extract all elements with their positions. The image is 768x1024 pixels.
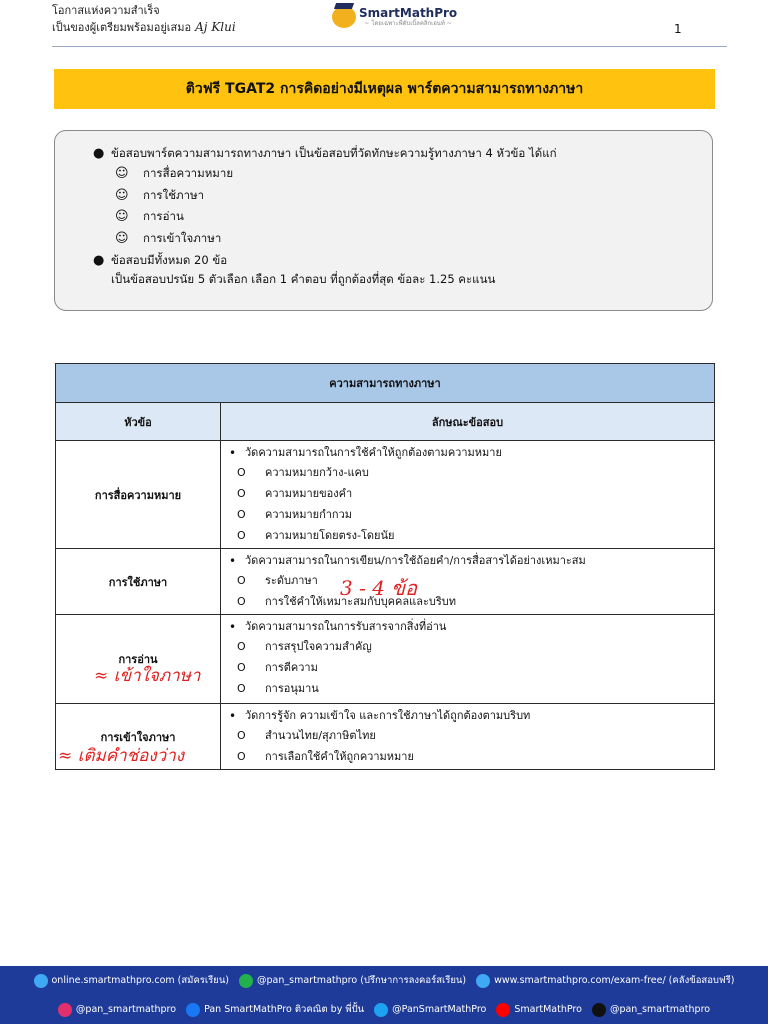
header-divider (52, 46, 727, 47)
topic-cell: การเข้าใจภาษา (56, 704, 221, 770)
info-box (54, 130, 713, 311)
bullet-icon: • (229, 554, 237, 568)
circle-bullet-icon: O (237, 640, 246, 653)
bullet-icon: • (229, 709, 237, 723)
footer-contact-bar (0, 966, 768, 1024)
info-bullet-2: ● ข้อสอบมีทั้งหมด 20 ข้อ (93, 253, 228, 268)
smiley-icon: ☺ (115, 230, 129, 246)
language-ability-table (55, 363, 715, 770)
description-cell (221, 549, 715, 615)
column-header-description: ลักษณะข้อสอบ (221, 403, 715, 441)
sub-item: O ความหมายกำกวม (237, 504, 714, 525)
bullet-icon: • (229, 446, 237, 460)
page-title: ติวฟรี TGAT2 การคิดอย่างมีเหตุผล พาร์ตความสามารถทางภาษา (54, 69, 715, 109)
topic-item: ☺ การใช้ภาษา (115, 185, 712, 207)
circle-bullet-icon: O (237, 574, 246, 587)
table-title: ความสามารถทางภาษา (56, 364, 715, 403)
sub-item: O สำนวนไทย/สุภาษิตไทย (237, 725, 714, 746)
smiley-icon: ☺ (115, 166, 129, 181)
footer-link[interactable]: @PanSmartMathPro (374, 1003, 486, 1017)
instagram-icon (58, 1003, 72, 1017)
handwritten-question-count: 3 - 4 ข้อ (340, 576, 417, 600)
footer-row-2 (0, 995, 768, 1024)
circle-bullet-icon: O (237, 487, 246, 500)
graduation-cap-icon (332, 6, 356, 28)
handwritten-note-fill-blank: ≈ เติมคำช่องว่าง (58, 746, 185, 766)
description-cell (221, 615, 715, 704)
footer-link[interactable]: online.smartmathpro.com (สมัครเรียน) (34, 973, 230, 988)
sub-item: O ความหมายของคำ (237, 483, 714, 504)
bullet-icon: • (229, 620, 237, 634)
circle-bullet-icon: O (237, 466, 246, 479)
topic-cell: การสื่อความหมาย (56, 441, 221, 549)
circle-bullet-icon: O (237, 682, 246, 695)
sub-item: O การอนุมาน (237, 678, 714, 699)
main-item: • วัดความสามารถในการเขียน/การใช้ถ้อยคำ/การสื่อสารได้อย่างเหมาะสม (229, 554, 586, 568)
slogan-line-2: เป็นของผู้เตรียมพร้อมอยู่เสมอ (52, 21, 192, 34)
youtube-icon (496, 1003, 510, 1017)
topic-item: ☺ การอ่าน (115, 206, 712, 228)
globe-icon (34, 974, 48, 988)
circle-bullet-icon: O (237, 508, 246, 521)
header-slogan (52, 2, 236, 36)
main-item: • วัดความสามารถในการรับสารจากสิ่งที่อ่าน (229, 620, 447, 634)
circle-bullet-icon: O (237, 661, 246, 674)
circle-bullet-icon: O (237, 729, 246, 742)
brand-tagline: ~ โดยเฉพาะพี่ดับเบิ้ลคลิกเอนท์ ~ (364, 20, 452, 27)
sub-item: O การสรุปใจความสำคัญ (237, 636, 714, 657)
handwritten-note-reading: ≈ เข้าใจภาษา (94, 666, 201, 686)
bullet-icon: ● (93, 146, 105, 161)
brand-logo (332, 6, 457, 28)
line-icon (239, 974, 253, 988)
footer-link[interactable]: SmartMathPro (496, 1003, 582, 1017)
circle-bullet-icon: O (237, 750, 246, 763)
signature: Aj Klui (195, 20, 236, 34)
facebook-icon (186, 1003, 200, 1017)
table-row (56, 441, 715, 549)
description-cell (221, 704, 715, 770)
topic-cell: การอ่าน (56, 615, 221, 704)
footer-link[interactable]: @pan_smartmathpro (ปรึกษาการลงคอร์สเรียน) (239, 973, 466, 988)
sub-item: O ความหมายกว้าง-แคบ (237, 462, 714, 483)
main-item: • วัดความสามารถในการใช้คำให้ถูกต้องตามความหมาย (229, 446, 502, 460)
brand-name: SmartMathPro (359, 6, 458, 20)
table-row (56, 615, 715, 704)
smiley-icon: ☺ (115, 209, 129, 224)
footer-link[interactable]: Pan SmartMathPro ติวคณิต by พี่ปั้น (186, 1002, 364, 1017)
twitter-icon (374, 1003, 388, 1017)
bullet-icon: ● (93, 253, 105, 268)
sub-item: O การตีความ (237, 657, 714, 678)
sub-item: O การเลือกใช้คำให้ถูกความหมาย (237, 746, 714, 767)
topic-list (93, 163, 712, 249)
page-number: 1 (674, 22, 682, 36)
globe-icon (476, 974, 490, 988)
footer-link[interactable]: @pan_smartmathpro (58, 1003, 176, 1017)
footer-link[interactable]: www.smartmathpro.com/exam-free/ (คลังข้อสอบฟรี) (476, 973, 734, 988)
topic-item: ☺ การเข้าใจภาษา (115, 228, 712, 250)
column-header-topic: หัวข้อ (56, 403, 221, 441)
sub-item: O ระดับภาษา (237, 570, 714, 591)
description-cell (221, 441, 715, 549)
topic-item: ☺ การสื่อความหมาย (115, 163, 712, 185)
footer-row-1 (0, 966, 768, 995)
topic-cell: การใช้ภาษา (56, 549, 221, 615)
slogan-line-1: โอกาสแห่งความสำเร็จ (52, 4, 160, 17)
circle-bullet-icon: O (237, 595, 246, 608)
sub-item: O ความหมายโดยตรง-โดยนัย (237, 525, 714, 546)
main-item: • วัดการรู้จัก ความเข้าใจ และการใช้ภาษาได้ถูกต้องตามบริบท (229, 709, 531, 723)
footer-link[interactable]: @pan_smartmathpro (592, 1003, 710, 1017)
sub-item: O การใช้คำให้เหมาะสมกับบุคคลและบริบท (237, 591, 714, 612)
tiktok-icon (592, 1003, 606, 1017)
circle-bullet-icon: O (237, 529, 246, 542)
smiley-icon: ☺ (115, 187, 129, 203)
info-bullet-1: ● ข้อสอบพาร์ตความสามารถทางภาษา เป็นข้อสอบที่วัดทักษะความรู้ทางภาษา 4 หัวข้อ ได้แก่ (93, 146, 557, 161)
info-bullet-2-detail: เป็นข้อสอบปรนัย 5 ตัวเลือก เลือก 1 คำตอบ ที่ถูกต้องที่สุด ข้อละ 1.25 คะแนน (111, 272, 496, 286)
